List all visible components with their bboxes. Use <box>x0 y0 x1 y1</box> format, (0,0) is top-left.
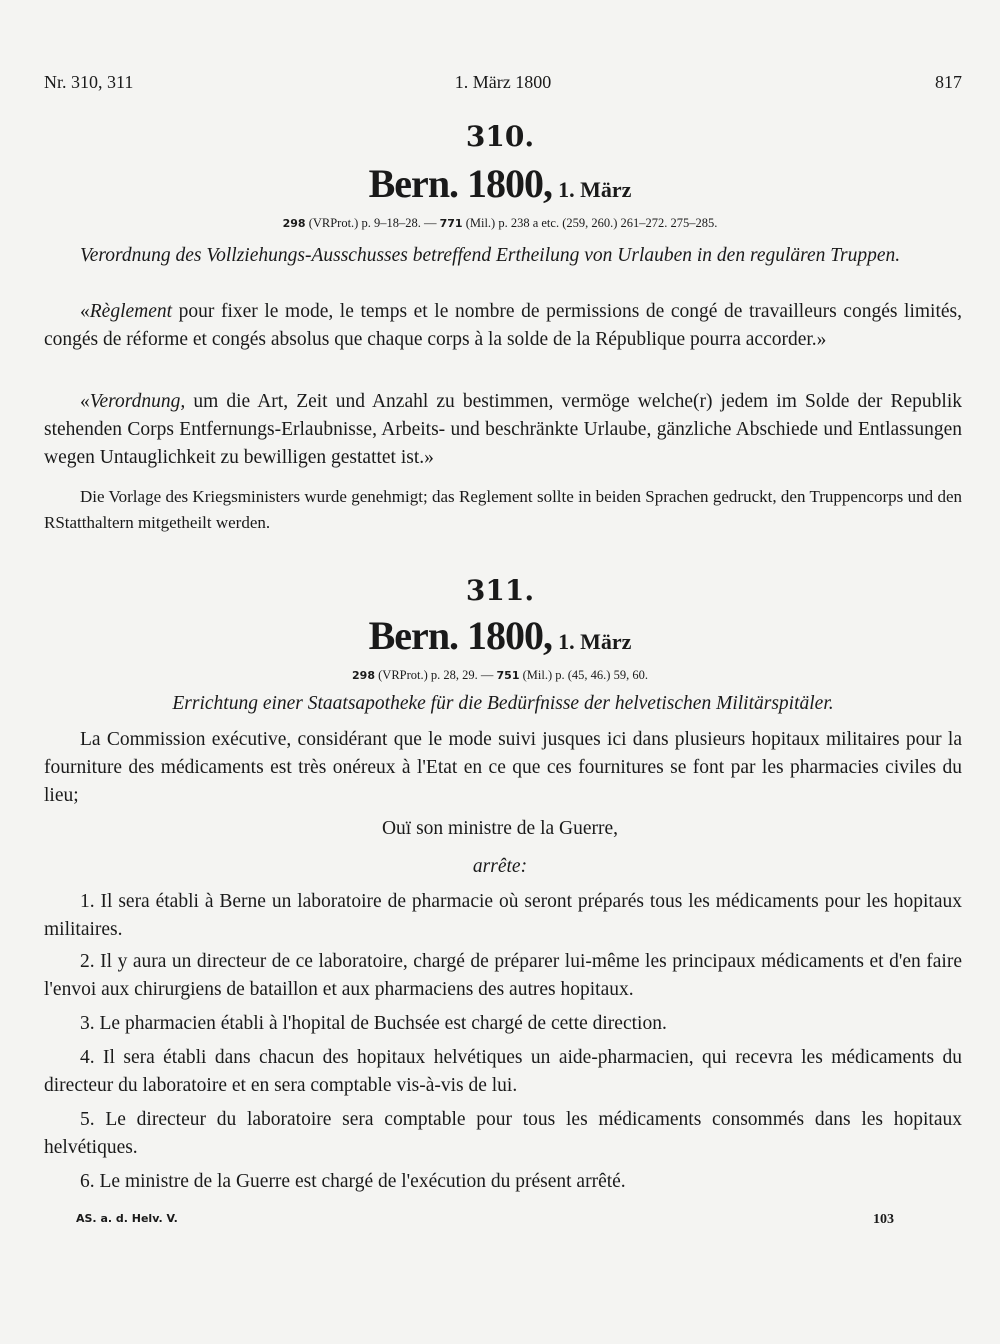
quote-text: pour fixer le mode, le temps et le nombre de permissions de congé de travailleurs congés limités, congés de réforme et congés absolus que chaque corps à la solde de la République pourra accorder.» <box>44 301 962 350</box>
source-volume: 771 <box>439 217 463 230</box>
article-4: 4. Il sera établi dans chacun des hopitaux helvétiques un aide-pharmacien, qui recevra les médicaments du directeur du laboratoire et en sera comptable vis-à-vis de lui. <box>44 1047 962 1096</box>
french-title-paragraph <box>44 298 962 354</box>
page-number: 817 <box>935 72 962 92</box>
entry-title-311: Errichtung einer Staatsapotheke für die Bedürfnisse der helvetischen Militärspitäler. <box>172 693 834 714</box>
italic-term: Verordnung, <box>89 391 186 412</box>
article-3: 3. Le pharmacien établi à l'hopital de Buchsée est chargé de cette direction. <box>80 1013 667 1034</box>
article-1: 1. Il sera établi à Berne un laboratoire de pharmacie où seront préparés tous les médicaments pour les hopitaux militaires. <box>44 891 962 940</box>
italic-term: Règlement <box>89 301 173 322</box>
oui-line: Ouï son ministre de la Guerre, <box>381 818 619 839</box>
preamble: La Commission exécutive, considérant que le mode suivi jusques ici dans plusieurs hopitaux militaires pour la fourniture des médicaments est très onéreux à l'Etat en ce que ces fournitures se font par les pharmacies civiles du lieu; <box>44 729 962 806</box>
source-text: (VRProt.) p. 9–18–28. — <box>305 216 440 230</box>
source-volume: 751 <box>496 669 520 682</box>
arrete-line: arrête: <box>472 856 528 877</box>
place-year: Bern. 1800, <box>368 613 553 658</box>
source-reference-311 <box>0 668 1000 683</box>
entry-heading-310 <box>0 160 1000 207</box>
entry-heading-311 <box>0 612 1000 659</box>
entry-title-310: Verordnung des Vollziehungs-Ausschusses betreffend Ertheilung von Urlauben in den regulären Truppen. <box>80 245 901 266</box>
header-date: 1. März 1800 <box>454 72 552 92</box>
place-year: Bern. 1800, <box>368 161 553 206</box>
article-6: 6. Le ministre de la Guerre est chargé de l'exécution du présent arrêté. <box>80 1171 626 1192</box>
series-signature: AS. a. d. Helv. V. <box>76 1212 178 1225</box>
source-reference-310 <box>0 216 1000 231</box>
source-text: (Mil.) p. 238 a etc. (259, 260.) 261–272. 275–285. <box>462 216 718 230</box>
article-5: 5. Le directeur du laboratoire sera comptable pour tous les médicaments consommés dans les hopitaux helvétiques. <box>44 1109 962 1158</box>
entry-range: Nr. 310, 311 <box>44 72 134 92</box>
entry-date: 1. März <box>558 629 632 654</box>
source-volume: 298 <box>352 669 375 682</box>
quote-text: um die Art, Zeit und Anzahl zu bestimmen, vermöge welche(r) jedem im Solde der Republik stehenden Corps Entfernungs-Erlaubnisse, Arbeits- und beschränkte Urlaube, gänzliche Abschiede und Entlassungen wegen Untauglichkeit zu bewilligen gestattet ist.» <box>44 391 962 468</box>
editorial-note-310: Die Vorlage des Kriegsministers wurde genehmigt; das Reglement sollte in beiden Sprachen gedruckt, den Truppencorps und den RStatthaltern mitgetheilt werden. <box>44 487 962 532</box>
source-volume: 298 <box>282 217 306 230</box>
source-text: (Mil.) p. (45, 46.) 59, 60. <box>519 668 648 682</box>
article-2: 2. Il y aura un directeur de ce laboratoire, chargé de préparer lui-même les principaux médicaments et d'en faire l'envoi aux chirurgiens de bataillon et aux pharmaciens des autres hopitaux. <box>44 951 962 1000</box>
running-head <box>44 72 962 98</box>
entry-number-311: 311. <box>465 574 535 607</box>
page-footer <box>76 1212 894 1232</box>
source-text: (VRProt.) p. 28, 29. — <box>375 668 497 682</box>
quote-open: « <box>80 301 90 322</box>
sheet-number: 103 <box>873 1212 894 1227</box>
german-title-paragraph <box>44 388 962 472</box>
quote-open: « <box>80 391 90 412</box>
entry-number-310: 310. <box>465 120 535 153</box>
entry-date: 1. März <box>558 177 632 202</box>
